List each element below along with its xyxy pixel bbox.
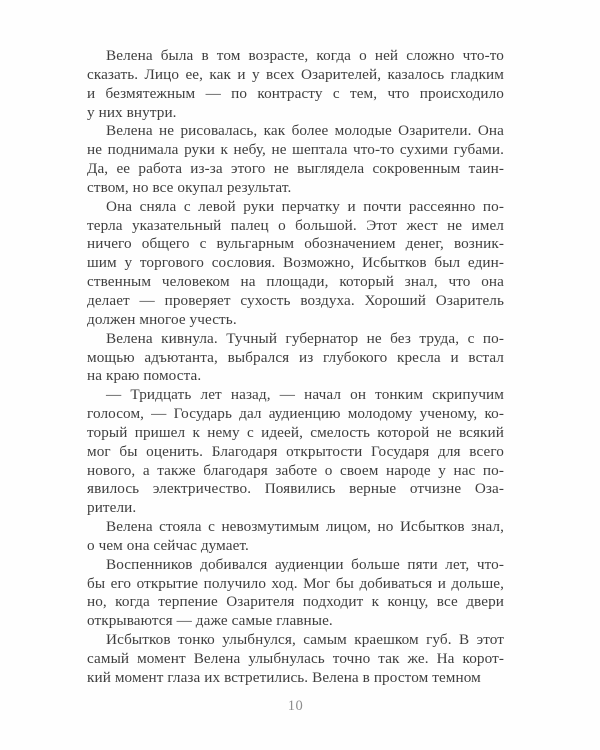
text-line: мощью адъютанта, выбрался из глубокого кресла и встал — [87, 348, 504, 366]
text-line: должен многое учесть. — [87, 310, 237, 328]
text-line: самый момент Велена улыбнулась точно так же. На корот- — [87, 650, 504, 667]
text-line: ничего общего с вульгарным обозначением денег, возник- — [87, 235, 504, 253]
paragraph — [87, 518, 504, 556]
text-line: мог бы оценить. Благодаря открытости Государя для всего — [87, 442, 504, 460]
paragraph — [87, 47, 504, 122]
text-line: явилось электричество. Появились верные отчизне Оза- — [87, 480, 504, 498]
text-line: Велена была в том возрасте, когда о ней сложно что-то — [106, 47, 504, 64]
text-line: Велена кивнула. Тучный губернатор не без труда, с по- — [106, 329, 504, 347]
text-line: голосом, — Государь дал аудиенцию молодому ученому, ко- — [87, 405, 504, 423]
paragraph — [87, 198, 504, 330]
text-line: Велена стояла с невозмутимым лицом, но Исбытков знал, — [106, 518, 504, 536]
paragraph — [87, 122, 504, 197]
paragraph — [87, 631, 504, 688]
paragraph — [87, 330, 504, 387]
paragraph — [87, 386, 504, 518]
text-line: на краю помоста. — [87, 367, 202, 385]
text-line: торый пришел к нему с идеей, смелость которой не всякий — [87, 423, 504, 441]
text-line: не поднимала руки к небу, не шептала что-то сухими губами. — [87, 141, 504, 159]
text-line: о чем она сейчас думает. — [87, 536, 249, 554]
text-line: Да, ее работа из-за этого не выглядела сокровенным таин- — [87, 160, 504, 178]
text-line: но, когда терпение Озарителя подходит к концу, все двери — [87, 593, 504, 611]
page-number: 10 — [287, 698, 304, 714]
text-line: Она сняла с левой руки перчатку и почти рассеянно по- — [106, 197, 504, 215]
text-line: сказать. Лицо ее, как и у всех Озарителей, казалось гладким — [87, 65, 504, 83]
text-line: шим у торгового сословия. Возможно, Исбытков был един- — [87, 254, 504, 272]
text-line: кий момент глаза их встретились. Велена в простом темном — [87, 668, 481, 686]
text-line: ством, но все окупал результат. — [87, 178, 292, 196]
text-line: — Тридцать лет назад, — начал он тонким скрипучим — [106, 386, 504, 404]
text-line: и безмятежным — по контрасту с тем, что происходило — [87, 84, 504, 102]
paragraph — [87, 556, 504, 631]
text-line: бы его открытие получило ход. Мог бы добиваться и дольше, — [87, 574, 504, 592]
text-line: открываются — даже самые главные. — [87, 612, 333, 630]
page-text — [87, 47, 504, 688]
text-line: нового, а также благодаря заботе о своем народе у нас по- — [87, 461, 504, 479]
text-line: терла указательный палец о большой. Этот жест не имел — [87, 216, 504, 234]
text-line: Воспенников добивался аудиенции больше пяти лет, что- — [106, 555, 504, 573]
text-line: Велена не рисовалась, как более молодые Озарители. Она — [106, 122, 504, 140]
text-line: у них внутри. — [87, 103, 177, 121]
text-line: делает — проверяет сухость воздуха. Хороший Озаритель — [87, 291, 504, 309]
text-line: ственным человеком на площади, который знал, что она — [87, 273, 504, 291]
text-line: рители. — [87, 499, 137, 517]
text-line: Исбытков тонко улыбнулся, самым краешком губ. В этот — [106, 631, 504, 649]
